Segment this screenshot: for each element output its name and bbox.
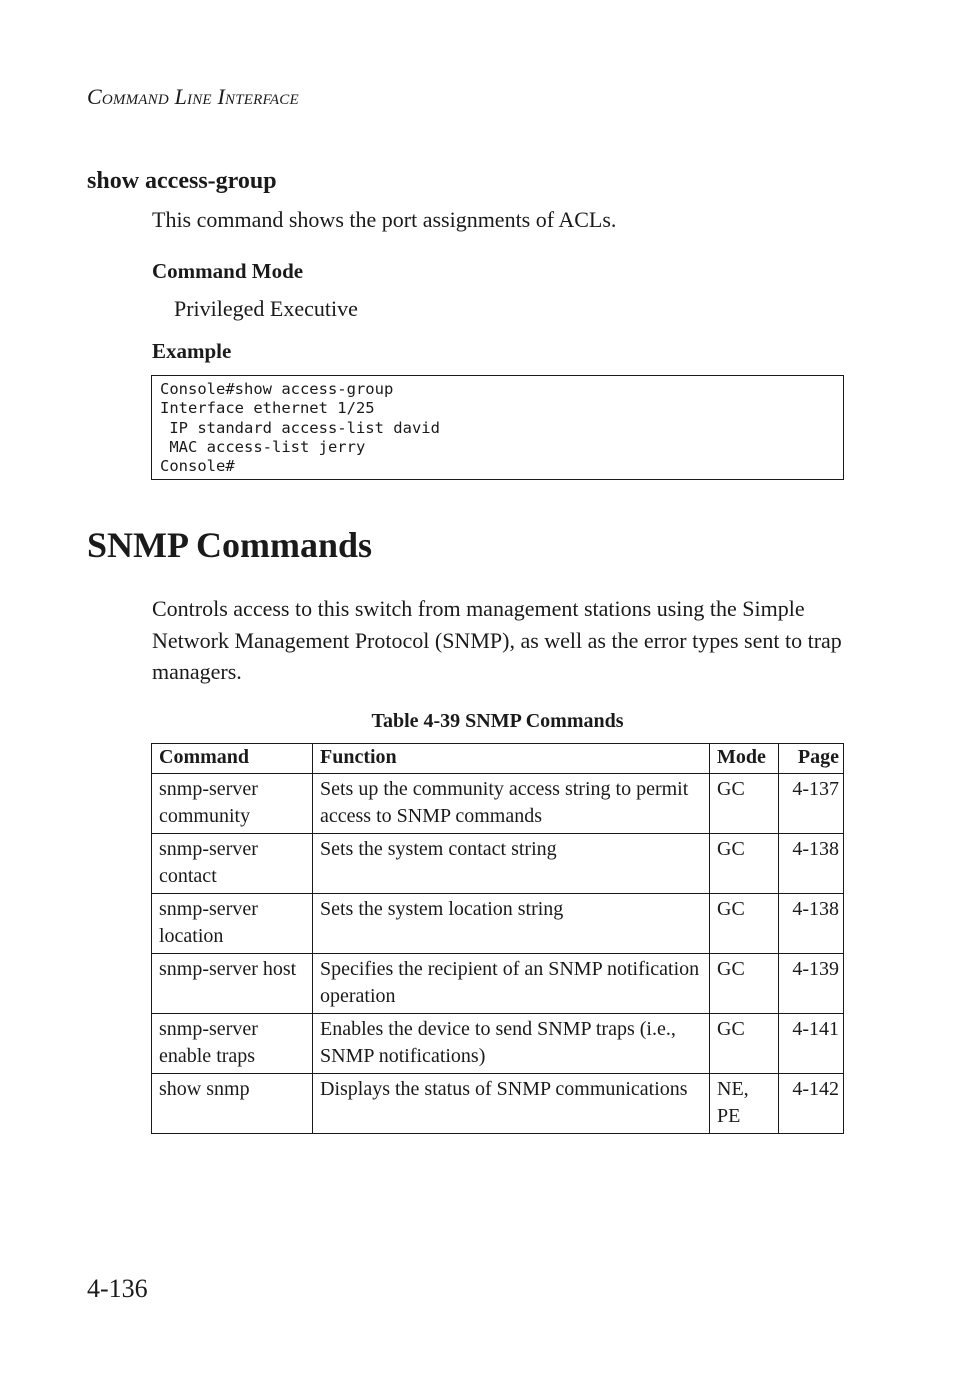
table-row: [152, 834, 844, 894]
code-line: Console#show access-group: [160, 380, 394, 398]
code-line: MAC access-list jerry: [160, 437, 366, 456]
section-title: SNMP Commands: [87, 525, 373, 565]
cell-command: snmp-server enable traps: [152, 1014, 313, 1074]
table-caption: Table 4-39 SNMP Commands: [371, 710, 624, 732]
cell-function: Sets the system location string: [313, 894, 710, 954]
cell-mode: NE, PE: [710, 1074, 779, 1134]
header-mode: Mode: [710, 744, 779, 774]
cell-page: 4-142: [779, 1074, 844, 1134]
header-command: Command: [152, 744, 313, 774]
cell-page: 4-138: [779, 894, 844, 954]
cell-mode: GC: [710, 954, 779, 1014]
header-function: Function: [313, 744, 710, 774]
cell-command: snmp-server contact: [152, 834, 313, 894]
code-line: Interface ethernet 1/25: [160, 399, 375, 418]
page-number: 4-136: [87, 1274, 148, 1303]
table-header-row: [152, 744, 844, 774]
cell-page: 4-137: [779, 774, 844, 834]
cell-command: snmp-server host: [152, 954, 313, 1014]
cell-function: Displays the status of SNMP communications: [313, 1074, 710, 1134]
cell-function: Sets the system contact string: [313, 834, 710, 894]
cell-mode: GC: [710, 1014, 779, 1074]
table-row: [152, 1074, 844, 1134]
cell-function: Sets up the community access string to permit access to SNMP commands: [313, 774, 710, 834]
code-line: IP standard access-list david: [160, 418, 440, 437]
cell-mode: GC: [710, 834, 779, 894]
cell-page: 4-138: [779, 834, 844, 894]
cell-function: Specifies the recipient of an SNMP notification operation: [313, 954, 710, 1014]
snmp-commands-table: [151, 743, 844, 1134]
header-page: Page: [779, 744, 844, 774]
command-mode-heading: Command Mode: [152, 259, 304, 283]
table-row: [152, 894, 844, 954]
table-row: [152, 954, 844, 1014]
cell-page: 4-139: [779, 954, 844, 1014]
cell-mode: GC: [710, 894, 779, 954]
running-header: Command Line Interface: [87, 84, 299, 109]
table-row: [152, 1014, 844, 1074]
cell-function: Enables the device to send SNMP traps (i.e., SNMP notifications): [313, 1014, 710, 1074]
command-description: This command shows the port assignments of ACLs.: [152, 207, 617, 232]
example-code-block: [151, 375, 844, 480]
section-description: Controls access to this switch from management stations using the Simple Network Management Protocol (SNMP), as well as the error types sent to trap managers.: [152, 596, 842, 684]
cell-page: 4-141: [779, 1014, 844, 1074]
code-line: Console#: [160, 457, 235, 476]
cell-command: show snmp: [152, 1074, 313, 1134]
cell-mode: GC: [710, 774, 779, 834]
example-heading: Example: [152, 339, 232, 363]
command-mode-value: Privileged Executive: [174, 296, 358, 321]
cell-command: snmp-server community: [152, 774, 313, 834]
table-row: [152, 774, 844, 834]
cell-command: snmp-server location: [152, 894, 313, 954]
command-heading: show access-group: [87, 168, 277, 194]
